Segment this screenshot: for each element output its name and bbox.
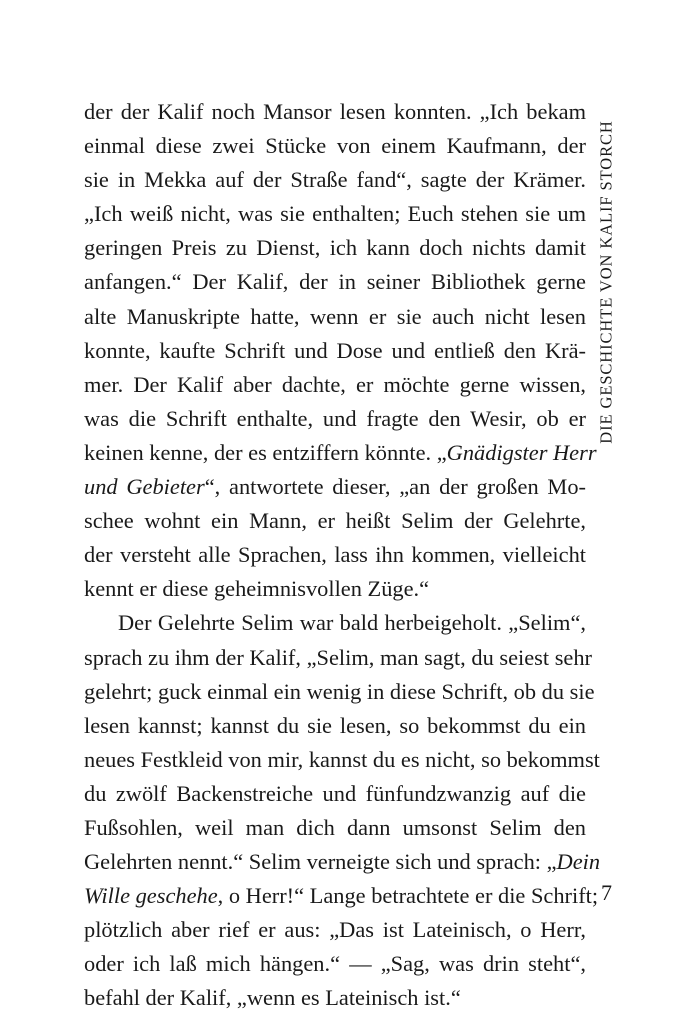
italic-phrase: und Gebieter bbox=[84, 474, 205, 500]
italic-phrase: Dein bbox=[556, 849, 601, 875]
text-line: sie in Mekka auf der Straße fand“, sagte der Krämer. bbox=[84, 167, 586, 193]
text-line: plötzlich aber rief er aus: „Das ist Lateinisch, o Herr, bbox=[84, 917, 586, 943]
text-line: „Ich weiß nicht, was sie enthalten; Euch stehen sie um bbox=[84, 201, 586, 227]
text-line: oder ich laß mich hängen.“ — „Sag, was drin steht“, bbox=[84, 951, 586, 977]
text-line: mer. Der Kalif aber dachte, er möchte gerne wissen, bbox=[84, 371, 586, 397]
text-line: einmal diese zwei Stücke von einem Kaufmann, der bbox=[84, 133, 586, 159]
page-number: 7 bbox=[601, 880, 612, 905]
text-line: Der Gelehrte Selim war bald herbeigeholt. „Selim“, bbox=[118, 610, 586, 636]
text-line: Wille geschehe, o Herr!“ Lange betrachtete er die Schrift; bbox=[84, 883, 599, 909]
running-head-text: DIE GESCHICHTE VON KALIF STORCH bbox=[597, 120, 617, 444]
text-line: du zwölf Backenstreiche und fünfundzwanzig auf die bbox=[84, 780, 586, 806]
paragraph-1 bbox=[84, 95, 597, 606]
text-line: was die Schrift enthalte, und fragte den Wesir, ob er bbox=[84, 405, 586, 431]
paragraph-2 bbox=[84, 606, 601, 1015]
text-line: schee wohnt ein Mann, er heißt Selim der Gelehrte, bbox=[84, 508, 586, 534]
text-line: alte Manuskripte hatte, wenn er sie auch nicht lesen bbox=[84, 303, 586, 329]
text-line: konnte, kaufte Schrift und Dose und entließ den Krä- bbox=[84, 337, 586, 363]
text-line: befahl der Kalif, „wenn es Lateinisch ist.“ bbox=[84, 985, 461, 1011]
text-line: kennt er diese geheimnisvollen Züge.“ bbox=[84, 576, 430, 602]
text-line: und Gebieter“, antwortete dieser, „an der großen Mo- bbox=[84, 474, 586, 500]
text-line: sprach zu ihm der Kalif, „Selim, man sagt, du seiest sehr bbox=[84, 644, 593, 670]
text-line: Gelehrten nennt.“ Selim verneigte sich und sprach: „Dein bbox=[84, 849, 601, 875]
body-text bbox=[84, 95, 601, 1016]
italic-phrase: Wille geschehe bbox=[84, 883, 218, 909]
text-line: Fußsohlen, weil man dich dann umsonst Selim den bbox=[84, 814, 586, 840]
text-line: der versteht alle Sprachen, lass ihn kommen, vielleicht bbox=[84, 542, 586, 568]
text-line: neues Festkleid von mir, kannst du es nicht, so bekommst bbox=[84, 746, 600, 772]
text-line: gelehrt; guck einmal ein wenig in diese Schrift, ob du sie bbox=[84, 678, 595, 704]
text-line: lesen kannst; kannst du sie lesen, so bekommst du ein bbox=[84, 712, 586, 738]
text-line: keinen kenne, der es entziffern könnte. „Gnädigster Herr bbox=[84, 439, 597, 465]
text-line: geringen Preis zu Dienst, ich kann doch nichts damit bbox=[84, 235, 586, 261]
running-head bbox=[593, 103, 621, 461]
text-line: der der Kalif noch Mansor lesen konnten. „Ich bekam bbox=[84, 99, 586, 124]
italic-phrase: Gnädigster Herr bbox=[446, 439, 597, 465]
text-line: anfangen.“ Der Kalif, der in seiner Bibliothek gerne bbox=[84, 269, 586, 295]
